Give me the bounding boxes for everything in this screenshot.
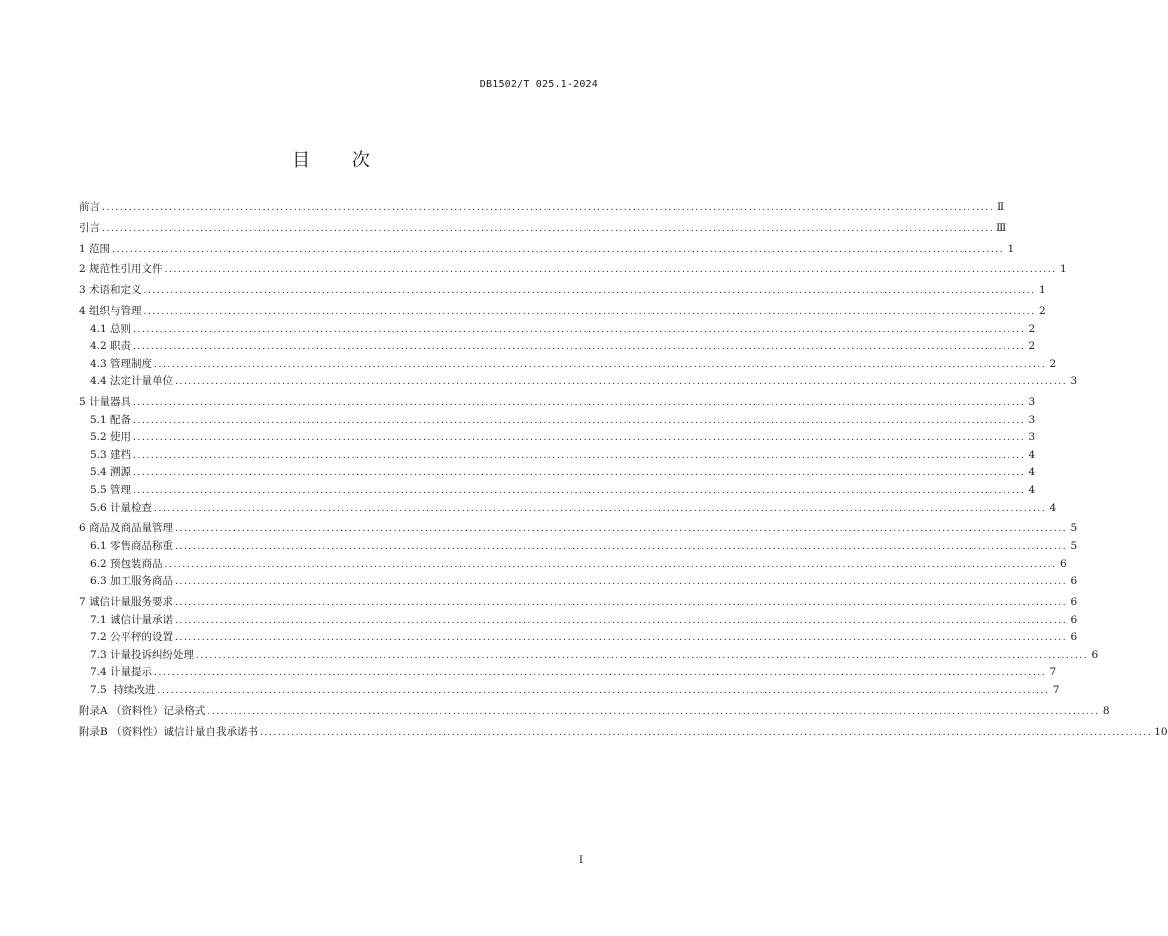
toc-entry-label: 附录A （资料性）记录格式 <box>79 704 206 717</box>
toc-leader-dots: ........................................................................................................................................................................................................ <box>175 377 1068 388</box>
toc-entry-page: 8 <box>1102 704 1110 717</box>
toc-entry[interactable] <box>79 394 1036 412</box>
toc-entry-label: 6.3 加工服务商品 <box>90 575 174 588</box>
toc-entry[interactable] <box>79 303 1046 321</box>
toc-leader-dots: ........................................................................................................................................................................................................ <box>175 524 1068 535</box>
toc-entry[interactable] <box>79 282 1046 300</box>
toc-entry-label: 4.2 职责 <box>90 340 132 353</box>
toc-leader-dots: ........................................................................................................................................................................................................ <box>133 433 1026 444</box>
toc-leader-dots: ........................................................................................................................................................................................................ <box>143 306 1036 317</box>
toc-entry[interactable] <box>79 664 1057 682</box>
toc-entry-page: 2 <box>1039 304 1046 317</box>
toc-entry-label: 4.1 总则 <box>90 322 132 335</box>
toc-entry-page: 7 <box>1049 666 1057 679</box>
toc-entry-page: Ⅲ <box>996 221 1007 234</box>
toc-leader-dots: ........................................................................................................................................................................................................ <box>133 398 1026 409</box>
toc-leader-dots: ........................................................................................................................................................................................................ <box>102 203 995 213</box>
toc-entry[interactable] <box>79 241 1015 259</box>
page-number: I <box>579 855 583 866</box>
toc-entry-label: 6 商品及商品量管理 <box>79 522 174 535</box>
toc-entry[interactable] <box>79 447 1036 465</box>
toc-entry-page: 3 <box>1070 375 1078 388</box>
toc-entry-page: 2 <box>1028 322 1036 335</box>
toc-leader-dots: ........................................................................................................................................................................................................ <box>196 650 1089 661</box>
toc-entry-label: 5.6 计量检查 <box>90 501 153 514</box>
toc-leader-dots: ........................................................................................................................................................................................................ <box>175 615 1068 626</box>
toc-entry-page: 6 <box>1070 575 1078 588</box>
toc-entry-page: 2 <box>1028 340 1036 353</box>
toc-entry[interactable] <box>79 373 1078 391</box>
toc-entry-label: 7.2 公平秤的设置 <box>90 631 174 644</box>
toc-entry-label: 5.5 管理 <box>90 484 132 497</box>
toc-entry-label: 5.1 配备 <box>90 413 132 426</box>
toc-entry-label: 4.4 法定计量单位 <box>90 375 174 388</box>
toc-entry-page: Ⅱ <box>997 201 1005 213</box>
toc-leader-dots: ........................................................................................................................................................................................................ <box>175 542 1068 552</box>
toc-entry-label: 7.5 持续改进 <box>90 683 156 696</box>
toc-entry[interactable] <box>79 573 1078 591</box>
toc-leader-dots: ........................................................................................................................................................................................................ <box>175 597 1068 608</box>
toc-entry-label: 附录B （资料性）诚信计量自我承诺书 <box>79 725 259 738</box>
toc-leader-dots: ........................................................................................................................................................................................................ <box>154 503 1047 514</box>
toc-entry[interactable] <box>79 321 1036 339</box>
toc-entry-page: 3 <box>1028 431 1036 444</box>
toc-entry[interactable] <box>79 594 1078 612</box>
toc-entry-label: 7 诚信计量服务要求 <box>79 595 174 608</box>
document-code: DB1502/T 025.1-2024 <box>479 79 598 90</box>
toc-leader-dots: ........................................................................................................................................................................................................ <box>164 265 1057 276</box>
toc-entry[interactable] <box>79 356 1057 374</box>
toc-leader-dots: ........................................................................................................................................................................................................ <box>164 559 1057 570</box>
toc-entry[interactable] <box>79 429 1036 447</box>
toc-entry-label: 5.3 建档 <box>90 448 132 461</box>
toc-leader-dots: ........................................................................................................................................................................................................ <box>133 342 1026 353</box>
toc-leader-dots: ........................................................................................................................................................................................................ <box>175 577 1068 588</box>
toc-entry-label: 5.2 使用 <box>90 431 132 444</box>
toc-entry-label: 7.4 计量提示 <box>90 666 153 679</box>
toc-leader-dots: ........................................................................................................................................................................................................ <box>133 415 1026 426</box>
toc-entry[interactable] <box>79 629 1078 647</box>
toc-entry-page: 7 <box>1052 683 1060 696</box>
toc-entry-label: 7.1 诚信计量承诺 <box>90 613 174 626</box>
table-of-contents <box>79 199 1168 741</box>
toc-leader-dots: ........................................................................................................................................................................................................ <box>154 668 1047 679</box>
toc-entry-label: 4 组织与管理 <box>79 304 142 317</box>
toc-entry[interactable] <box>79 520 1078 538</box>
toc-entry-label: 5.4 溯源 <box>90 466 132 479</box>
toc-entry[interactable] <box>79 412 1036 430</box>
toc-entry-page: 4 <box>1028 448 1036 461</box>
toc-entry-page: 6 <box>1091 648 1099 661</box>
toc-title: 目 次 <box>292 150 388 171</box>
toc-entry-page: 6 <box>1060 557 1067 570</box>
toc-entry-page: 5 <box>1070 522 1078 535</box>
toc-entry-label: 5 计量器具 <box>79 396 132 409</box>
toc-leader-dots: ........................................................................................................................................................................................................ <box>112 244 1005 255</box>
toc-entry[interactable] <box>79 703 1110 721</box>
toc-entry-page: 1 <box>1039 284 1046 297</box>
toc-entry-page: 1 <box>1060 263 1067 276</box>
toc-entry-label: 2 规范性引用文件 <box>79 263 163 276</box>
toc-entry-label: 3 术语和定义 <box>79 284 142 297</box>
toc-entry-page: 6 <box>1070 595 1078 608</box>
toc-entry[interactable] <box>79 482 1036 500</box>
toc-leader-dots: ........................................................................................................................................................................................................ <box>133 450 1026 461</box>
toc-entry-page: 10 <box>1154 725 1168 738</box>
toc-leader-dots: ........................................................................................................................................................................................................ <box>102 223 995 234</box>
toc-entry-page: 3 <box>1028 396 1036 409</box>
toc-entry-label: 6.1 零售商品称重 <box>90 540 174 552</box>
toc-entry[interactable] <box>79 338 1036 356</box>
toc-leader-dots: ........................................................................................................................................................................................................ <box>154 359 1047 370</box>
toc-leader-dots: ........................................................................................................................................................................................................ <box>133 486 1026 497</box>
toc-entry[interactable] <box>79 500 1057 518</box>
toc-entry-page: 4 <box>1028 466 1036 479</box>
toc-entry-label: 1 范围 <box>79 242 111 255</box>
toc-entry[interactable] <box>79 220 1007 238</box>
toc-entry-page: 2 <box>1049 357 1057 370</box>
toc-entry[interactable] <box>79 261 1067 279</box>
toc-entry-page: 6 <box>1070 631 1078 644</box>
toc-leader-dots: ........................................................................................................................................................................................................ <box>157 685 1050 696</box>
toc-entry-page: 3 <box>1028 413 1036 426</box>
toc-leader-dots: ........................................................................................................................................................................................................ <box>207 706 1100 717</box>
toc-leader-dots: ........................................................................................................................................................................................................ <box>143 286 1036 297</box>
toc-entry[interactable] <box>79 682 1060 700</box>
toc-entry[interactable] <box>79 538 1078 556</box>
toc-leader-dots: ........................................................................................................................................................................................................ <box>175 633 1068 644</box>
toc-entry-label: 引言 <box>79 221 100 234</box>
toc-entry[interactable] <box>79 647 1099 665</box>
toc-entry[interactable] <box>79 464 1036 482</box>
toc-entry-page: 4 <box>1028 484 1036 497</box>
toc-entry[interactable] <box>79 612 1078 630</box>
toc-entry[interactable] <box>79 199 1005 217</box>
toc-entry-page: 1 <box>1007 242 1015 255</box>
toc-entry-label: 7.3 计量投诉纠纷处理 <box>90 648 195 661</box>
toc-entry-label: 前言 <box>79 201 100 213</box>
toc-entry[interactable] <box>79 556 1067 574</box>
toc-entry-page: 4 <box>1049 501 1057 514</box>
toc-entry-page: 5 <box>1070 540 1078 552</box>
toc-entry[interactable] <box>79 724 1168 742</box>
toc-leader-dots: ........................................................................................................................................................................................................ <box>133 468 1026 479</box>
toc-entry-page: 6 <box>1070 613 1078 626</box>
toc-leader-dots: ........................................................................................................................................................................................................ <box>260 727 1153 738</box>
toc-leader-dots: ........................................................................................................................................................................................................ <box>133 324 1026 335</box>
toc-entry-label: 4.3 管理制度 <box>90 357 153 370</box>
toc-entry-label: 6.2 预包装商品 <box>90 557 163 570</box>
